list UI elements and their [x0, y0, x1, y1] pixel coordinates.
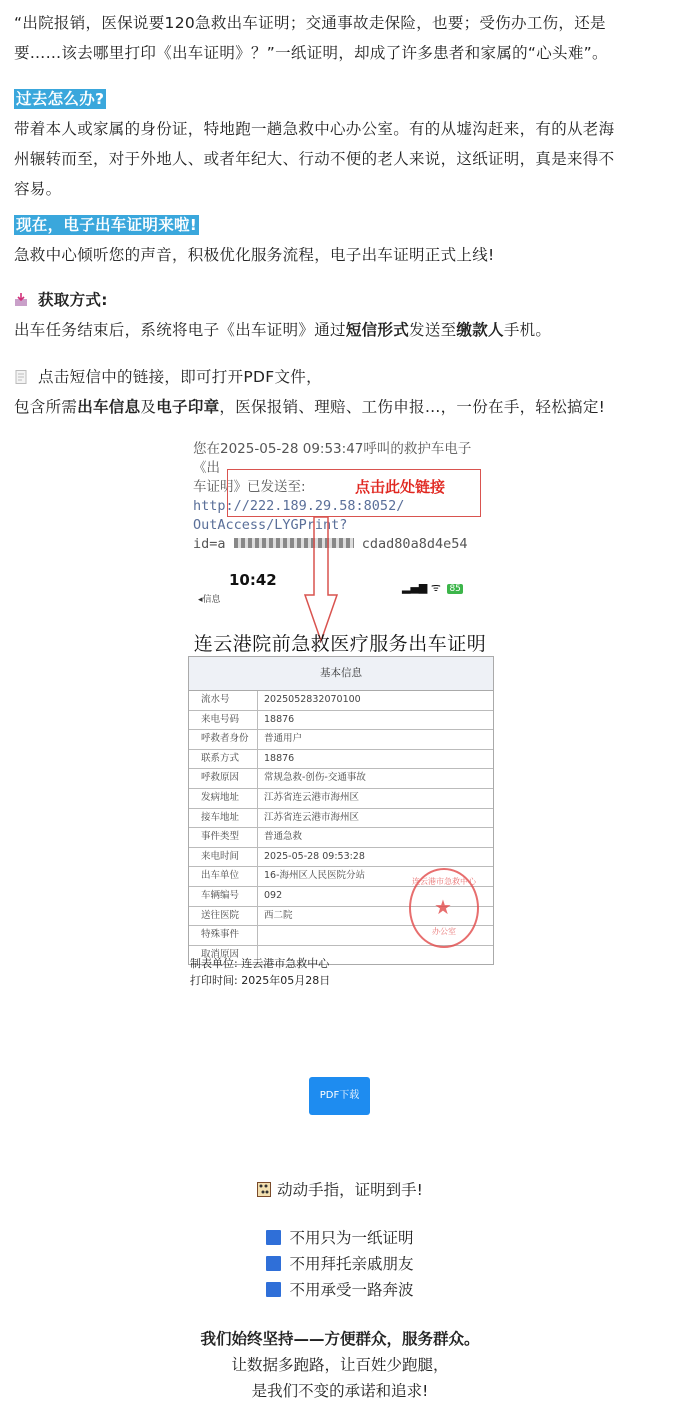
bullet-item: 不用拜托亲戚朋友 [289, 1255, 414, 1273]
row-value: 普通用户 [264, 733, 303, 745]
method-text: 出车任务结束后，系统将电子《出车证明》通过短信形式发送至缴款人手机。 [14, 321, 552, 339]
row-value: 普通急救 [264, 831, 303, 843]
row-label: 送往医院 [189, 907, 258, 926]
certificate-print-time: 打印时间: 2025年05月28日 [190, 974, 331, 987]
table-row [189, 750, 493, 770]
star-icon: ★ [434, 895, 452, 919]
bullet-item: 不用承受一路奔波 [289, 1281, 414, 1299]
down-arrow-icon [301, 515, 341, 645]
past-line-3: 容易。 [14, 180, 62, 198]
click-link-annotation: 点击此处链接 [355, 478, 446, 496]
closing-tagline: 动动手指，证明到手! [277, 1181, 423, 1199]
blue-square-icon [266, 1256, 281, 1271]
back-to-messages[interactable]: ◂信息 [198, 595, 221, 605]
row-label: 接车地址 [189, 809, 258, 828]
pdf-note-line-2: 包含所需出车信息及电子印章，医保报销、理赔、工伤申报…，一份在手，轻松搞定! [14, 398, 606, 416]
table-row [189, 691, 493, 711]
certificate-title: 连云港院前急救医疗服务出车证明 [193, 633, 487, 655]
wifi-icon: ᯤ [430, 581, 441, 594]
signal-icon: ▂▄▆ [402, 581, 428, 594]
row-label: 特殊事件 [189, 926, 258, 945]
row-value: 092 [264, 889, 283, 901]
row-value [258, 926, 264, 945]
row-label: 取消原因 [189, 946, 258, 965]
row-label: 来电号码 [189, 711, 258, 730]
past-heading: 过去怎么办? [16, 90, 105, 108]
row-value: 2025052832070100 [264, 694, 361, 705]
closing-tagline-row [0, 1177, 680, 1203]
blue-square-icon [266, 1230, 281, 1245]
pdf-note-line-1: 点击短信中的链接，即可打开PDF文件， [38, 368, 322, 386]
pdf-download-button[interactable]: PDF下载 [309, 1077, 370, 1115]
row-label: 联系方式 [189, 750, 258, 769]
table-row [189, 711, 493, 731]
phone-status-bar [402, 580, 463, 595]
row-value: 2025-05-28 09:53:28 [264, 850, 365, 862]
now-section [14, 210, 670, 270]
blue-square-icon [266, 1282, 281, 1297]
past-section [14, 84, 670, 204]
closing-motto-block [0, 1326, 680, 1404]
closing-line-3: 是我们不变的承诺和追求! [251, 1382, 429, 1400]
row-label: 流水号 [189, 691, 258, 710]
method-heading: 获取方式: [38, 291, 108, 309]
bullet-list [0, 1225, 680, 1303]
row-value: 江苏省连云港市海州区 [264, 791, 360, 803]
intro-line-1: “出院报销，医保说要120急救出车证明；交通事故走保险，也要；受伤办工伤，还是 [14, 14, 606, 32]
certificate-maker: 制表单位: 连云港市急救中心 [190, 957, 330, 970]
row-label: 发病地址 [189, 789, 258, 808]
closing-line-2: 让数据多跑路，让百姓少跑腿， [231, 1356, 449, 1374]
phone-time: 10:42 [229, 571, 277, 589]
method-section [14, 285, 670, 345]
row-label: 出车单位 [189, 867, 258, 886]
table-row [189, 769, 493, 789]
now-heading: 现在，电子出车证明来啦! [16, 216, 198, 234]
row-value: 18876 [264, 752, 295, 764]
inbox-tray-icon [14, 293, 28, 307]
row-label: 呼救者身份 [189, 730, 258, 749]
past-line-1: 带着本人或家属的身份证，特地跑一趟急救中心办公室。有的从墟沟赶来，有的从老海 [14, 120, 615, 138]
table-row [189, 828, 493, 848]
page-facing-up-icon [14, 370, 28, 384]
row-value: 16-海州区人民医院分站 [264, 870, 366, 882]
pdf-note-section [14, 362, 670, 422]
row-label: 事件类型 [189, 828, 258, 847]
past-line-2: 州辗转而至，对于外地人、或者年纪大、行动不便的老人来说，这纸证明，真是来得不 [14, 150, 615, 168]
table-row [189, 848, 493, 868]
certificate-section-header: 基本信息 [189, 657, 493, 691]
row-label: 车辆编号 [189, 887, 258, 906]
sms-link[interactable]: http://222.189.29.58:8052/ [193, 498, 405, 514]
battery-icon: 85 [449, 584, 461, 594]
table-row [189, 730, 493, 750]
now-text: 急救中心倾听您的声音，积极优化服务流程，电子出车证明正式上线! [14, 246, 495, 264]
intro-paragraph [14, 8, 670, 68]
row-value: 常规急救-创伤-交通事故 [264, 772, 366, 784]
closing-motto: 我们始终坚持——方便群众，服务群众。 [200, 1330, 480, 1348]
row-value: 18876 [264, 713, 295, 725]
bullet-item: 不用只为一纸证明 [289, 1229, 414, 1247]
intro-line-2: 要……该去哪里打印《出车证明》？”一纸证明，却成了许多患者和家属的“心头难”。 [14, 44, 608, 62]
row-label: 呼救原因 [189, 769, 258, 788]
table-row [189, 789, 493, 809]
sms-message: 您在2025-05-28 09:53:47呼叫的救护车电子《出 车证明》已发送至: http://222.189.29.58:8052/ OutAccess/LYGPrint? id=a cdad80a8d4e54 [193, 440, 493, 554]
sms-link-cont[interactable]: OutAccess/LYGPrint? [193, 517, 348, 533]
official-stamp: 连云港市急救中心 ★ 办公室 [409, 868, 479, 948]
row-value: 江苏省连云港市海州区 [264, 811, 360, 823]
row-value: 西二院 [264, 909, 293, 921]
abacus-icon [257, 1182, 271, 1197]
row-label: 来电时间 [189, 848, 258, 867]
table-row [189, 809, 493, 829]
